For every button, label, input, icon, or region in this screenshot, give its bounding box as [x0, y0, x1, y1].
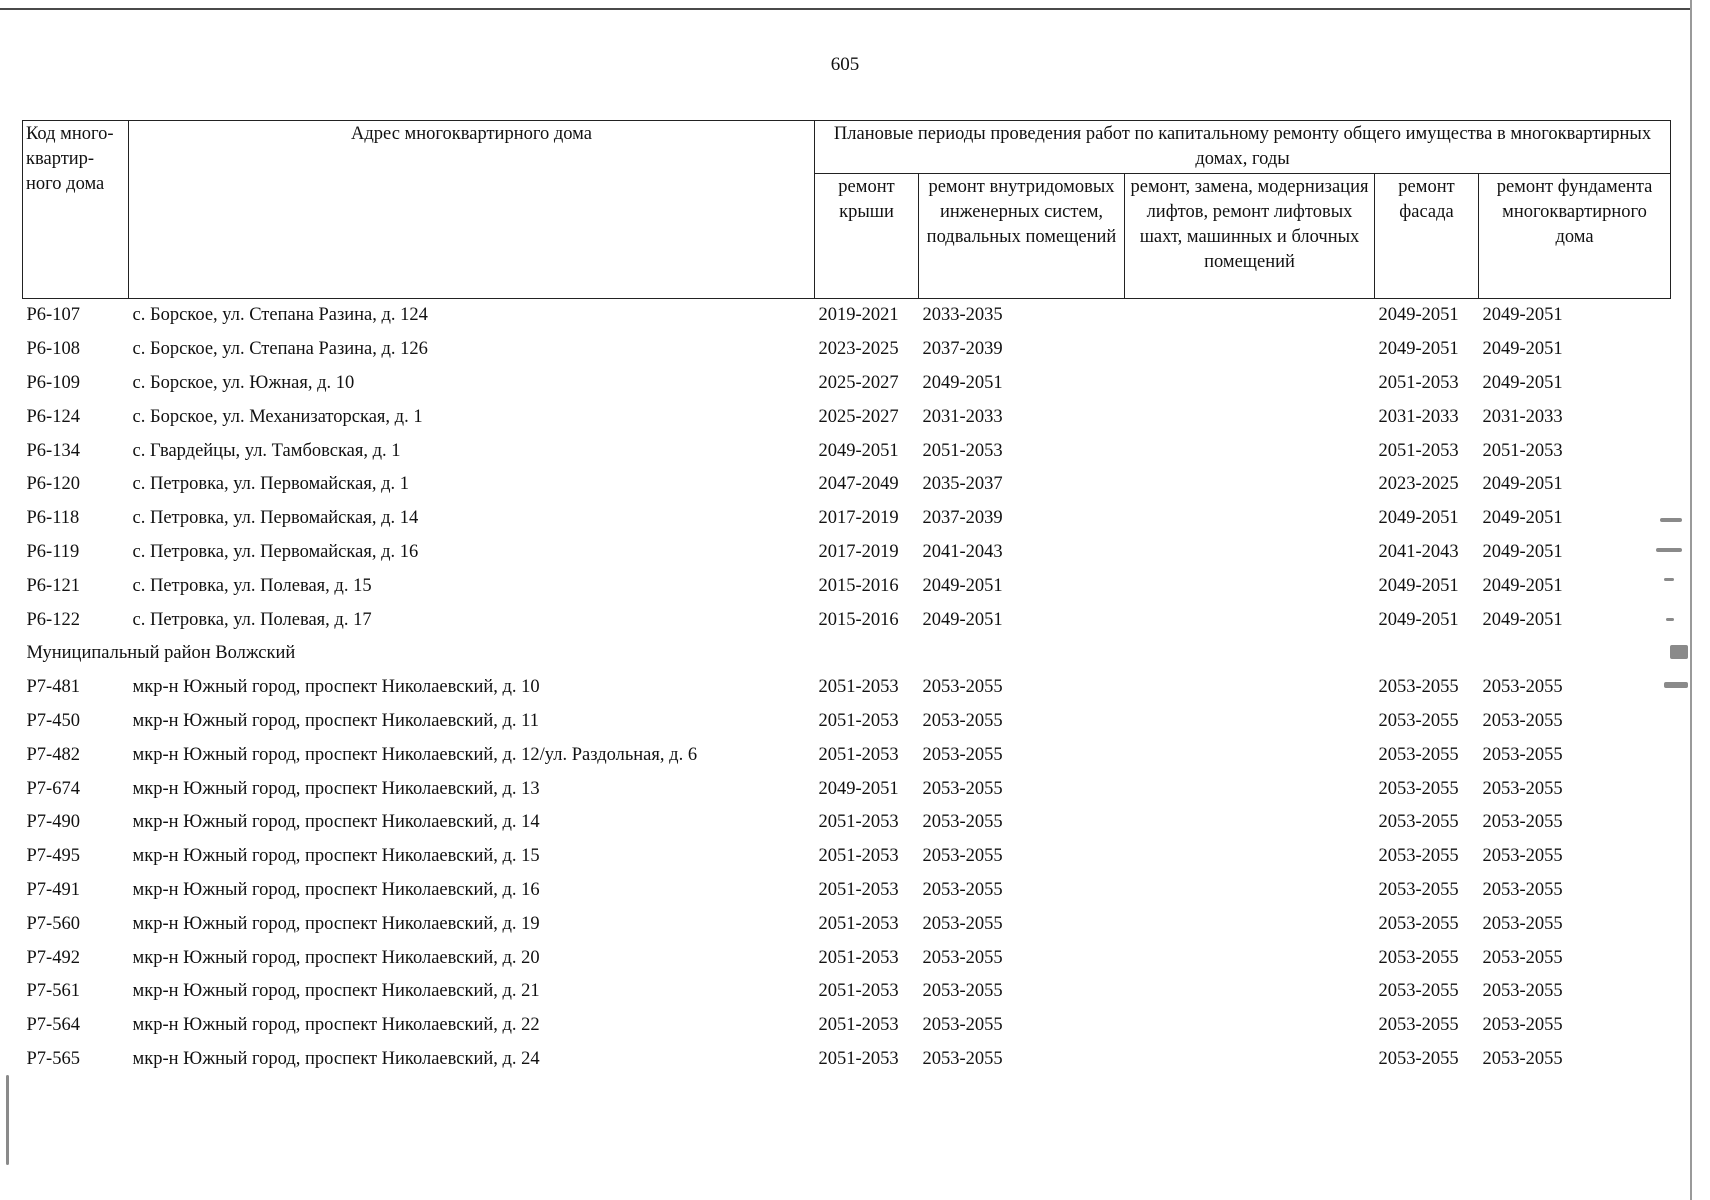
cell-foundation: 2053-2055	[1482, 1048, 1563, 1069]
cell-lifts	[1125, 569, 1375, 603]
cell-facade: 2053-2055	[1378, 981, 1459, 1002]
cell-code: Р7-492	[26, 947, 80, 968]
cell-engineering: 2053-2055	[922, 677, 1003, 698]
table-row	[23, 333, 1671, 367]
cell-foundation: 2053-2055	[1482, 879, 1563, 900]
cell-lifts	[1125, 975, 1375, 1009]
scan-speck	[1670, 645, 1688, 659]
cell-lifts	[1125, 840, 1375, 874]
cell-code: Р6-134	[26, 440, 80, 461]
cell-address: с. Борское, ул. Южная, д. 10	[132, 372, 355, 393]
scan-speck	[1664, 682, 1688, 688]
header-roof: ремонт крыши	[815, 174, 919, 299]
cell-roof: 2015-2016	[818, 575, 899, 596]
cell-roof: 2051-2053	[818, 981, 899, 1002]
header-periods-group: Плановые периоды проведения работ по капитальному ремонту общего имущества в многоквартирных домах, годы	[815, 121, 1671, 174]
cell-lifts	[1125, 738, 1375, 772]
cell-facade: 2053-2055	[1378, 913, 1459, 934]
cell-roof: 2025-2027	[818, 406, 899, 427]
cell-roof: 2051-2053	[818, 947, 899, 968]
cell-engineering: 2053-2055	[922, 879, 1003, 900]
cell-foundation: 2053-2055	[1482, 744, 1563, 765]
scan-speck	[6, 1075, 9, 1165]
cell-address: мкр-н Южный город, проспект Николаевский, д. 24	[132, 1048, 540, 1069]
cell-roof: 2025-2027	[818, 372, 899, 393]
cell-lifts	[1125, 603, 1375, 637]
cell-code: Р7-491	[26, 879, 80, 900]
cell-foundation: 2053-2055	[1482, 947, 1563, 968]
cell-foundation: 2049-2051	[1482, 508, 1563, 529]
cell-code: Р7-450	[26, 710, 80, 731]
cell-lifts	[1125, 400, 1375, 434]
table-row	[23, 874, 1671, 908]
scan-speck	[1664, 578, 1674, 581]
table-body	[23, 299, 1671, 1077]
table-row	[23, 941, 1671, 975]
cell-facade: 2041-2043	[1378, 541, 1459, 562]
cell-foundation: 2051-2053	[1482, 440, 1563, 461]
cell-code: Р6-118	[26, 508, 80, 529]
table-header	[23, 121, 1671, 299]
cell-code: Р6-121	[26, 575, 80, 596]
cell-roof: 2051-2053	[818, 913, 899, 934]
cell-engineering: 2049-2051	[922, 575, 1003, 596]
cell-facade: 2031-2033	[1378, 406, 1459, 427]
cell-engineering: 2053-2055	[922, 812, 1003, 833]
table-row	[23, 299, 1671, 333]
cell-engineering: 2053-2055	[922, 913, 1003, 934]
cell-engineering: 2053-2055	[922, 778, 1003, 799]
cell-engineering: 2053-2055	[922, 981, 1003, 1002]
cell-address: с. Петровка, ул. Первомайская, д. 14	[132, 508, 419, 529]
cell-address: с. Борское, ул. Степана Разина, д. 126	[132, 339, 428, 360]
cell-address: мкр-н Южный город, проспект Николаевский, д. 22	[132, 1015, 540, 1036]
cell-address: с. Борское, ул. Механизаторская, д. 1	[132, 406, 423, 427]
table-row	[23, 772, 1671, 806]
cell-address: мкр-н Южный город, проспект Николаевский, д. 20	[132, 947, 540, 968]
table-row	[23, 907, 1671, 941]
cell-facade: 2053-2055	[1378, 1015, 1459, 1036]
cell-address: с. Петровка, ул. Первомайская, д. 16	[132, 541, 419, 562]
cell-lifts	[1125, 772, 1375, 806]
cell-engineering: 2035-2037	[922, 474, 1003, 495]
cell-engineering: 2051-2053	[922, 440, 1003, 461]
cell-lifts	[1125, 806, 1375, 840]
cell-lifts	[1125, 1009, 1375, 1043]
cell-roof: 2047-2049	[818, 474, 899, 495]
cell-code: Р7-482	[26, 744, 80, 765]
header-lifts: ремонт, замена, модернизация лифтов, ремонт лифтовых шахт, машинных и блочных помещений	[1125, 174, 1375, 299]
cell-address: мкр-н Южный город, проспект Николаевский, д. 21	[132, 981, 540, 1002]
cell-lifts	[1125, 1043, 1375, 1077]
cell-facade: 2053-2055	[1378, 710, 1459, 731]
cell-code: Р6-107	[26, 305, 80, 326]
table-row	[23, 603, 1671, 637]
section-title: Муниципальный район Волжский	[26, 643, 296, 664]
table-row	[23, 840, 1671, 874]
cell-code: Р6-109	[26, 372, 80, 393]
cell-facade: 2053-2055	[1378, 947, 1459, 968]
cell-lifts	[1125, 333, 1375, 367]
cell-code: Р7-560	[26, 913, 80, 934]
cell-facade: 2053-2055	[1378, 879, 1459, 900]
cell-code: Р6-122	[26, 609, 80, 630]
table-row	[23, 434, 1671, 468]
cell-foundation: 2049-2051	[1482, 305, 1563, 326]
cell-lifts	[1125, 536, 1375, 570]
cell-engineering: 2053-2055	[922, 1015, 1003, 1036]
cell-address: мкр-н Южный город, проспект Николаевский, д. 10	[132, 677, 540, 698]
cell-address: с. Борское, ул. Степана Разина, д. 124	[132, 305, 428, 326]
cell-code: Р6-108	[26, 339, 80, 360]
table-row	[23, 367, 1671, 401]
header-facade: ремонт фасада	[1375, 174, 1479, 299]
cell-address: с. Петровка, ул. Полевая, д. 17	[132, 609, 372, 630]
header-code: Код много-квартир-ного дома	[23, 121, 129, 299]
cell-foundation: 2049-2051	[1482, 474, 1563, 495]
cell-facade: 2049-2051	[1378, 305, 1459, 326]
cell-roof: 2017-2019	[818, 541, 899, 562]
cell-roof: 2051-2053	[818, 846, 899, 867]
cell-engineering: 2033-2035	[922, 305, 1003, 326]
cell-foundation: 2053-2055	[1482, 677, 1563, 698]
cell-roof: 2051-2053	[818, 1048, 899, 1069]
cell-address: мкр-н Южный город, проспект Николаевский, д. 19	[132, 913, 540, 934]
cell-engineering: 2053-2055	[922, 846, 1003, 867]
scan-top-border	[0, 8, 1690, 10]
scan-speck	[1660, 518, 1682, 522]
cell-lifts	[1125, 434, 1375, 468]
cell-lifts	[1125, 941, 1375, 975]
cell-foundation: 2049-2051	[1482, 339, 1563, 360]
table-row	[23, 1043, 1671, 1077]
cell-roof: 2051-2053	[818, 1015, 899, 1036]
cell-code: Р7-565	[26, 1048, 80, 1069]
cell-facade: 2053-2055	[1378, 677, 1459, 698]
cell-roof: 2051-2053	[818, 812, 899, 833]
table-row	[23, 806, 1671, 840]
cell-facade: 2053-2055	[1378, 744, 1459, 765]
cell-lifts	[1125, 468, 1375, 502]
cell-facade: 2053-2055	[1378, 846, 1459, 867]
cell-foundation: 2053-2055	[1482, 812, 1563, 833]
header-foundation: ремонт фундамента многоквартирного дома	[1479, 174, 1671, 299]
cell-code: Р6-119	[26, 541, 80, 562]
cell-foundation: 2053-2055	[1482, 913, 1563, 934]
cell-facade: 2049-2051	[1378, 609, 1459, 630]
cell-roof: 2049-2051	[818, 778, 899, 799]
cell-engineering: 2053-2055	[922, 1048, 1003, 1069]
cell-roof: 2051-2053	[818, 710, 899, 731]
cell-code: Р7-674	[26, 778, 80, 799]
cell-foundation: 2049-2051	[1482, 541, 1563, 562]
cell-address: мкр-н Южный город, проспект Николаевский, д. 12/ул. Раздольная, д. 6	[132, 744, 698, 765]
table-row	[23, 468, 1671, 502]
cell-roof: 2017-2019	[818, 508, 899, 529]
cell-facade: 2053-2055	[1378, 812, 1459, 833]
cell-code: Р7-481	[26, 677, 80, 698]
cell-foundation: 2053-2055	[1482, 981, 1563, 1002]
scan-speck	[1666, 618, 1674, 621]
table-row	[23, 705, 1671, 739]
cell-address: мкр-н Южный город, проспект Николаевский, д. 16	[132, 879, 540, 900]
cell-foundation: 2053-2055	[1482, 778, 1563, 799]
cell-facade: 2053-2055	[1378, 778, 1459, 799]
page-number: 605	[830, 54, 860, 75]
cell-engineering: 2053-2055	[922, 710, 1003, 731]
cell-address: с. Гвардейцы, ул. Тамбовская, д. 1	[132, 440, 401, 461]
cell-roof: 2019-2021	[818, 305, 899, 326]
cell-address: с. Петровка, ул. Полевая, д. 15	[132, 575, 372, 596]
table-row	[23, 738, 1671, 772]
cell-facade: 2049-2051	[1378, 339, 1459, 360]
repair-schedule-table	[22, 120, 1671, 1076]
cell-foundation: 2053-2055	[1482, 846, 1563, 867]
cell-code: Р6-124	[26, 406, 80, 427]
cell-lifts	[1125, 671, 1375, 705]
table-row	[23, 502, 1671, 536]
cell-engineering: 2037-2039	[922, 339, 1003, 360]
cell-facade: 2051-2053	[1378, 440, 1459, 461]
table-row	[23, 975, 1671, 1009]
scan-speck	[1656, 548, 1682, 552]
cell-foundation: 2049-2051	[1482, 575, 1563, 596]
cell-facade: 2023-2025	[1378, 474, 1459, 495]
scan-right-edge	[1690, 0, 1692, 1200]
cell-foundation: 2049-2051	[1482, 609, 1563, 630]
cell-address: с. Петровка, ул. Первомайская, д. 1	[132, 474, 409, 495]
cell-lifts	[1125, 705, 1375, 739]
cell-foundation: 2031-2033	[1482, 406, 1563, 427]
cell-lifts	[1125, 367, 1375, 401]
cell-foundation: 2053-2055	[1482, 710, 1563, 731]
cell-code: Р6-120	[26, 474, 80, 495]
table-row	[23, 1009, 1671, 1043]
table-row	[23, 569, 1671, 603]
table-row	[23, 400, 1671, 434]
cell-code: Р7-561	[26, 981, 80, 1002]
cell-address: мкр-н Южный город, проспект Николаевский, д. 11	[132, 710, 539, 731]
cell-engineering: 2041-2043	[922, 541, 1003, 562]
cell-roof: 2015-2016	[818, 609, 899, 630]
cell-engineering: 2031-2033	[922, 406, 1003, 427]
cell-roof: 2023-2025	[818, 339, 899, 360]
cell-code: Р7-495	[26, 846, 80, 867]
cell-roof: 2049-2051	[818, 440, 899, 461]
cell-facade: 2053-2055	[1378, 1048, 1459, 1069]
cell-facade: 2049-2051	[1378, 508, 1459, 529]
cell-lifts	[1125, 299, 1375, 333]
header-address: Адрес многоквартирного дома	[129, 121, 815, 299]
cell-lifts	[1125, 907, 1375, 941]
cell-address: мкр-н Южный город, проспект Николаевский, д. 13	[132, 778, 540, 799]
cell-roof: 2051-2053	[818, 879, 899, 900]
cell-code: Р7-490	[26, 812, 80, 833]
cell-address: мкр-н Южный город, проспект Николаевский, д. 15	[132, 846, 540, 867]
cell-engineering: 2049-2051	[922, 609, 1003, 630]
cell-engineering: 2049-2051	[922, 372, 1003, 393]
cell-engineering: 2053-2055	[922, 744, 1003, 765]
cell-roof: 2051-2053	[818, 744, 899, 765]
table-row	[23, 536, 1671, 570]
cell-code: Р7-564	[26, 1015, 80, 1036]
cell-engineering: 2053-2055	[922, 947, 1003, 968]
cell-roof: 2051-2053	[818, 677, 899, 698]
cell-lifts	[1125, 502, 1375, 536]
cell-engineering: 2037-2039	[922, 508, 1003, 529]
cell-foundation: 2049-2051	[1482, 372, 1563, 393]
table-row	[23, 671, 1671, 705]
section-row	[23, 637, 1671, 671]
cell-foundation: 2053-2055	[1482, 1015, 1563, 1036]
cell-address: мкр-н Южный город, проспект Николаевский, д. 14	[132, 812, 540, 833]
cell-facade: 2051-2053	[1378, 372, 1459, 393]
header-engineering: ремонт внутридомовых инженерных систем, подвальных помещений	[919, 174, 1125, 299]
cell-facade: 2049-2051	[1378, 575, 1459, 596]
cell-lifts	[1125, 874, 1375, 908]
